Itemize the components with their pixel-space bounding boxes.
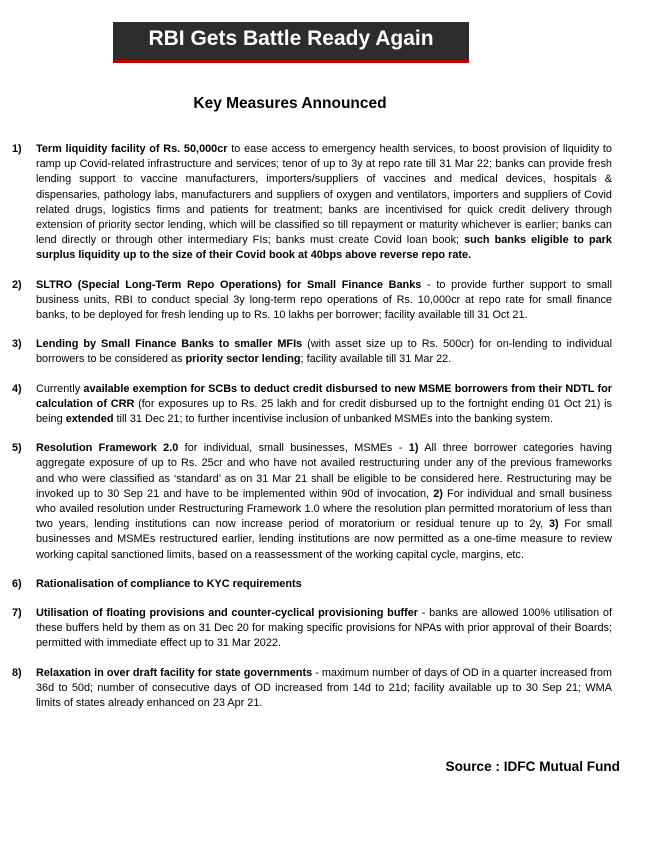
page-subtitle: Key Measures Announced: [193, 95, 387, 112]
measure-item: [12, 577, 612, 592]
measure-text: ; facility available till 31 Mar 22.: [300, 353, 452, 366]
measure-number: 4): [12, 382, 22, 395]
measure-number: 6): [12, 577, 22, 590]
measure-text: (for exposures up to Rs. 25 lakh and for credit disbursed up to the fortnight ending 01 Oct 21) is being: [36, 397, 612, 426]
measure-text: for individual, small businesses, MSMEs -: [178, 442, 409, 455]
source-note: Source : IDFC Mutual Fund: [445, 759, 620, 774]
measure-text-bold: 2): [433, 487, 443, 500]
measure-text: - to provide further support to small business units, RBI to conduct special 3y long-term repo operations of Rs. 10,000cr at repo rate for small finance banks, to be deployed for fresh lending up to Rs. 10 lakhs per borrower; facility available till 31 Oct 21.: [36, 278, 612, 322]
measure-text: For small businesses and MSMEs restructured earlier, lending institutions are now permitted as a one-time measure to review working capital sanctioned limits, based on a reassessment of the working capital cycle, margins, etc.: [36, 518, 612, 561]
measure-text-bold: available exemption for SCBs to deduct credit disbursed to new MSME borrowers from their NDTL for calculation of CRR: [36, 382, 612, 410]
measure-text-bold: 3): [548, 518, 559, 531]
measure-text: till 31 Dec 21; to further incentivise inclusion of unbanked MSMEs into the banking system.: [113, 413, 553, 426]
measure-number: 8): [12, 666, 22, 679]
measure-item: [12, 337, 612, 367]
measure-number: 7): [12, 607, 22, 620]
measure-item: [12, 666, 612, 712]
measure-text-bold: Lending by Small Finance Banks to smaller MFIs: [36, 338, 303, 351]
title-banner: [113, 22, 469, 60]
measure-text: For individual and small business who availed resolution under Restructuring Framework 1.0 where the resolution plan permitted moratorium of less than two years, lending institutions can now increase period of moratorium or residual tenure up to 2y,: [36, 487, 612, 531]
measure-text: (with asset size up to Rs. 500cr) for on-lending to individual borrowers to be considered as: [36, 338, 612, 366]
measure-number: 5): [12, 442, 22, 455]
measure-number: 3): [12, 338, 22, 351]
measure-number: 1): [12, 143, 22, 155]
measure-text-bold: Relaxation in over draft facility for state governments: [36, 666, 313, 679]
measure-item: [12, 441, 612, 563]
measure-text-bold: extended: [65, 413, 114, 426]
measures-list: [12, 142, 612, 725]
banner-accent-bar: [113, 60, 469, 63]
measure-item: [12, 278, 612, 324]
measure-item: [12, 142, 612, 264]
measure-text-bold: Resolution Framework 2.0: [36, 442, 179, 455]
measure-text-bold: 1): [408, 442, 419, 455]
measure-text: Currently: [36, 382, 84, 395]
measure-text-bold: such banks eligible to park surplus liquidity up to the size of their Covid book at 40bps above reverse repo rate.: [36, 234, 612, 262]
measure-text-bold: Utilisation of floating provisions and counter-cyclical provisioning buffer: [36, 607, 419, 620]
measure-text-bold: priority sector lending: [185, 353, 301, 366]
banner-title: RBI Gets Battle Ready Again: [148, 27, 434, 50]
measure-number: 2): [12, 278, 22, 291]
measure-text: - maximum number of days of OD in a quarter increased from 36d to 50d; number of consecutive days of OD increased from 14d to 21d; facility available up to 30 Sep 21; WMA limits of states already enhanced on 23 Apr 21.: [36, 666, 612, 710]
measure-text-bold: SLTRO (Special Long-Term Repo Operations) for Small Finance Banks: [36, 278, 422, 291]
measure-text-bold: Term liquidity facility of Rs. 50,000cr: [36, 143, 228, 155]
measure-text: - banks are allowed 100% utilisation of these buffers held by them as on 31 Dec 20 for making specific provisions for NPAs with prior approval of their Boards; permitted with immediate effect up to 31 Mar 2022.: [36, 607, 612, 650]
measure-item: [12, 382, 612, 428]
measure-text: All three borrower categories having aggregate exposure of up to Rs. 25cr and who have not availed restructuring under any of the previous frameworks and who were classified as ‘standard’ as on 31 Mar 21 shall be eligible to be considered here. Restructuring may be invoked up to 30 Sep 21 and have to be implemented within 90d of invocation,: [36, 442, 612, 500]
measure-item: [12, 606, 612, 652]
measure-text-bold: Rationalisation of compliance to KYC requirements: [36, 577, 302, 590]
measure-text: to ease access to emergency health services, to boost provision of liquidity to ramp up Covid-related infrastructure and services; tenor of up to 3y at repo rate till 31 Mar 22; banks can provide fresh lending support to vaccine manufacturers, importers/suppliers of vaccines and medical devices, hospitals & dispensaries, pathology labs, manufacturers and suppliers of oxygen and ventilators, importers and suppliers of Covid related drugs, logistics firms and patients for treatment; banks are incentivised for quick credit delivery through extension of priority sector lending, which will be classified so till repayment or maturity whichever is earlier; banks can lend directly or through other intermediary FIs; banks must create Covid loan book;: [36, 143, 612, 247]
